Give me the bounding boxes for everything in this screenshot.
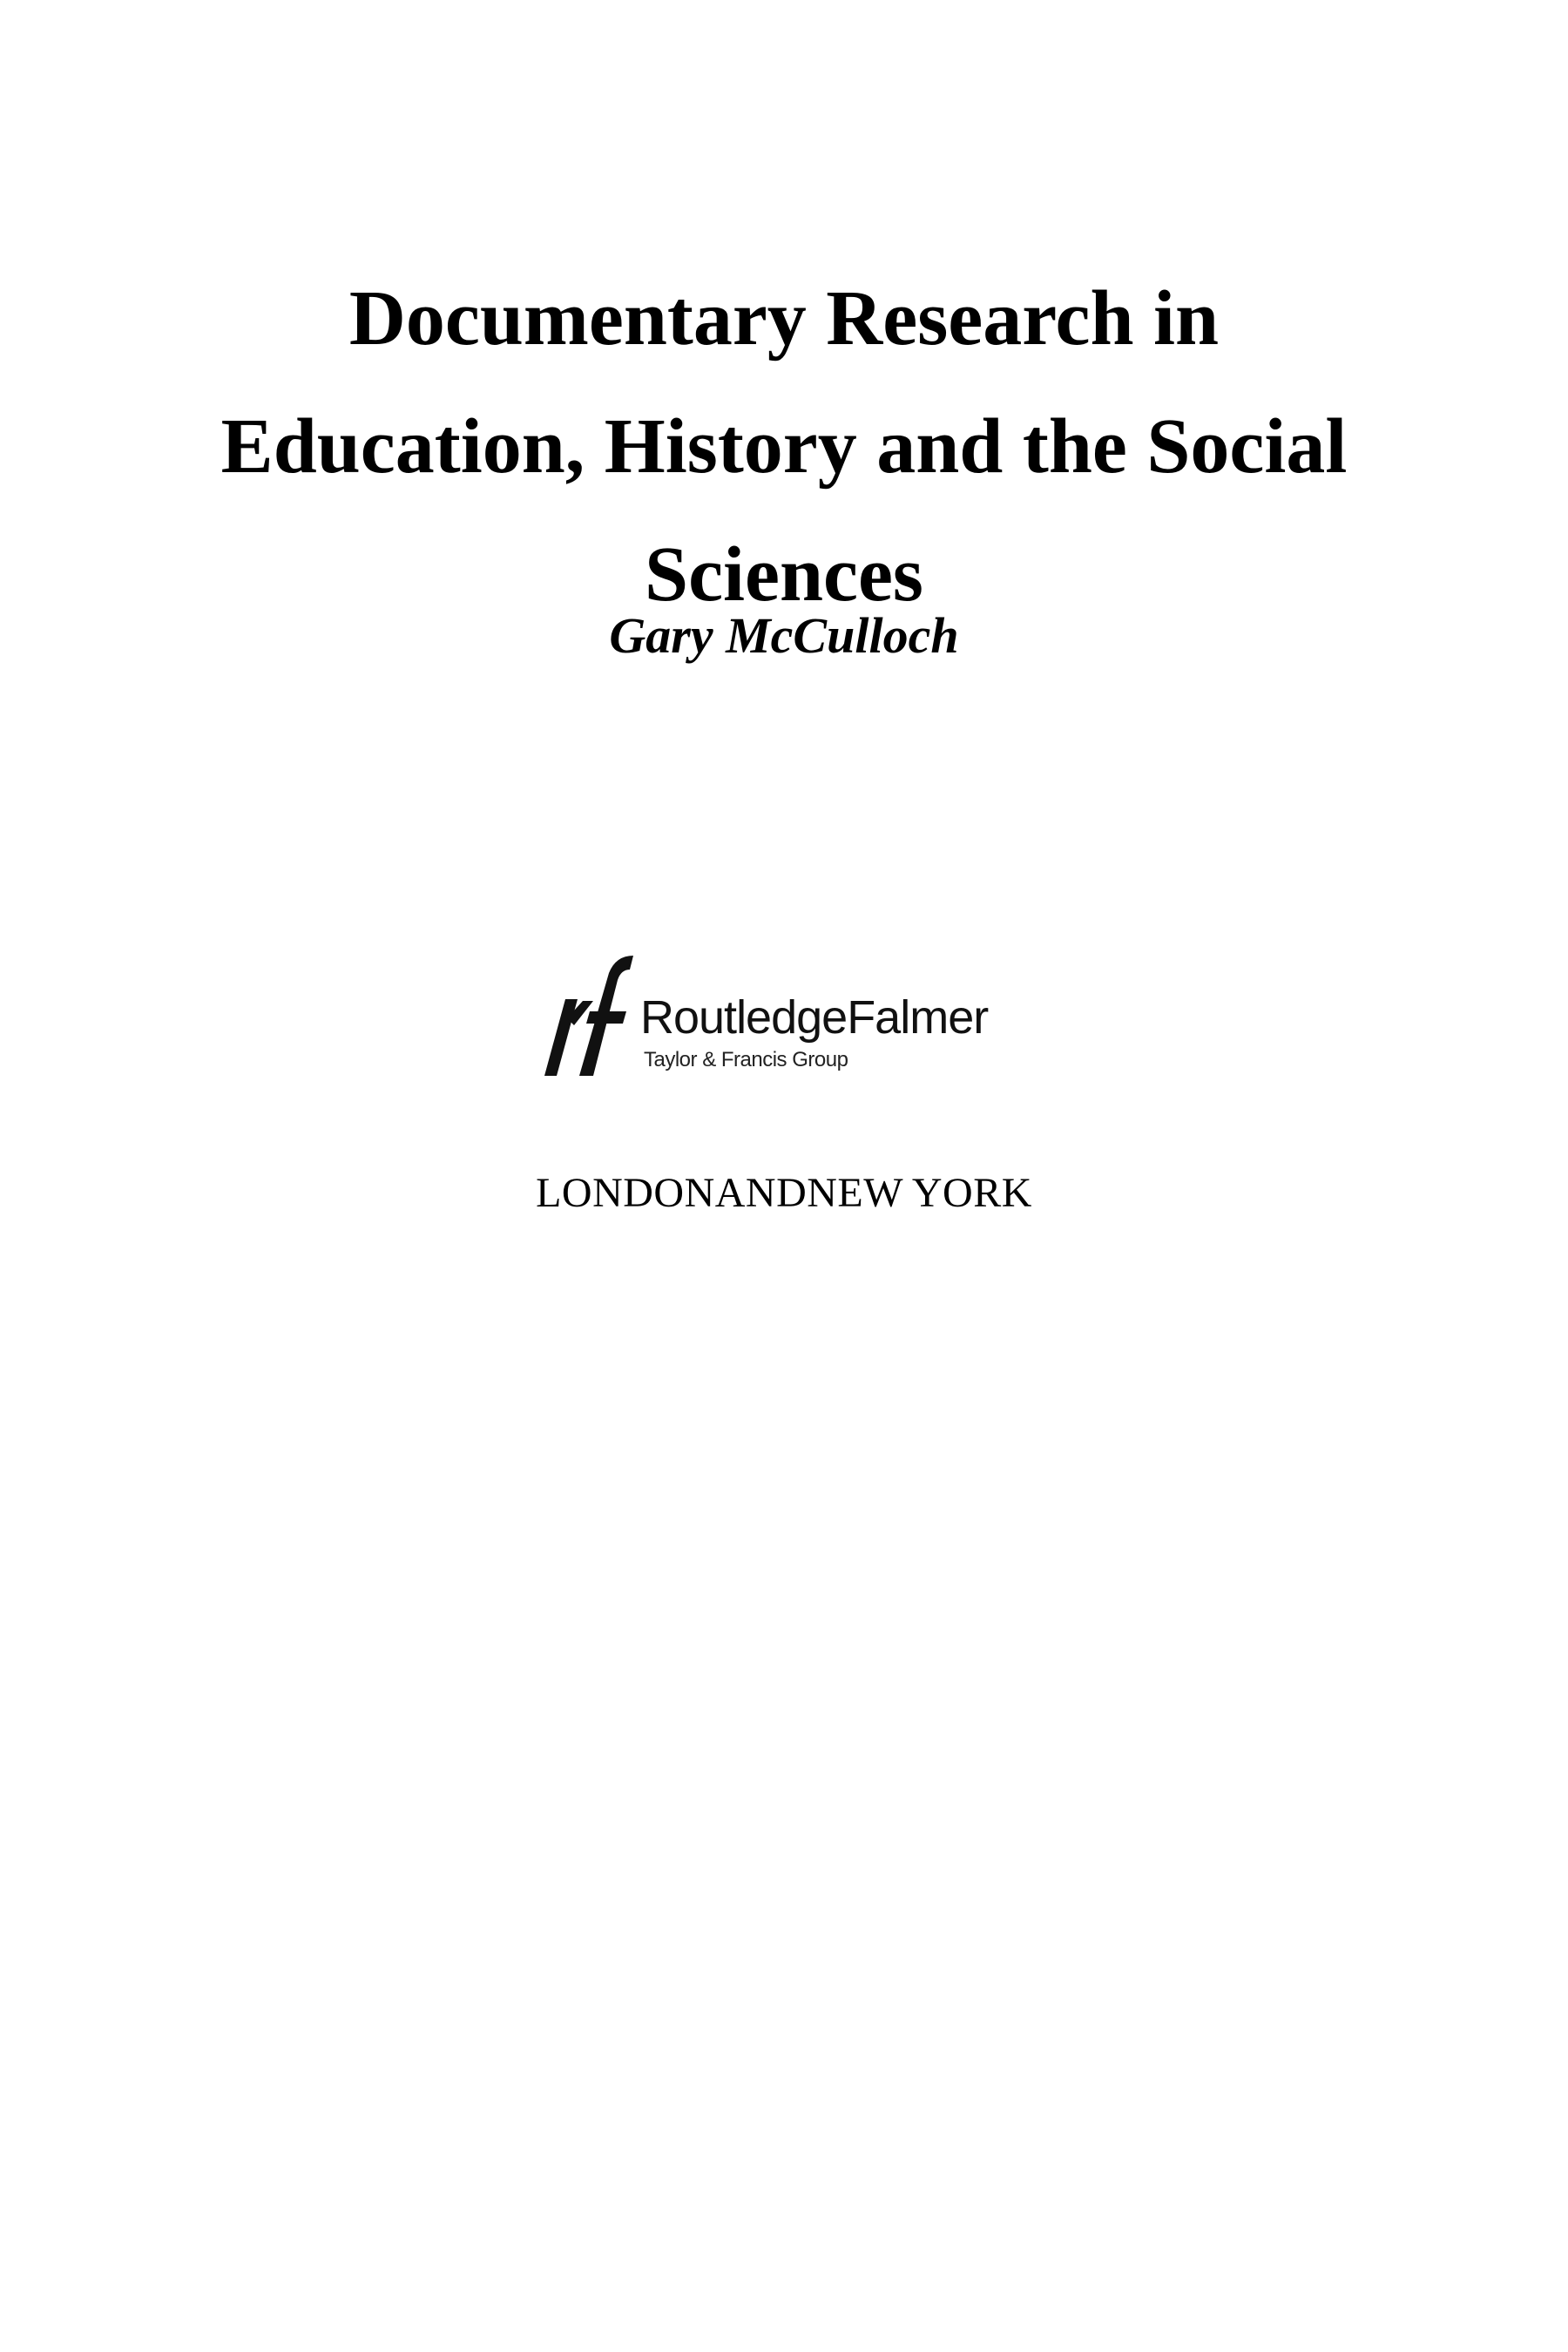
publisher-tagline: Taylor & Francis Group [644,1048,848,1071]
book-title-line-3: Sciences [645,531,923,618]
book-title-line-1: Documentary Research in [348,275,1220,362]
publisher-name: RoutledgeFalmer [640,991,989,1044]
book-title-line-2: Education, History and the Social [220,403,1348,490]
book-title [87,254,1481,639]
publisher-logo [536,945,1024,1085]
publisher-locations: LONDONANDNEW YORK [536,1170,1032,1216]
author-name: Gary McCulloch [609,607,959,664]
